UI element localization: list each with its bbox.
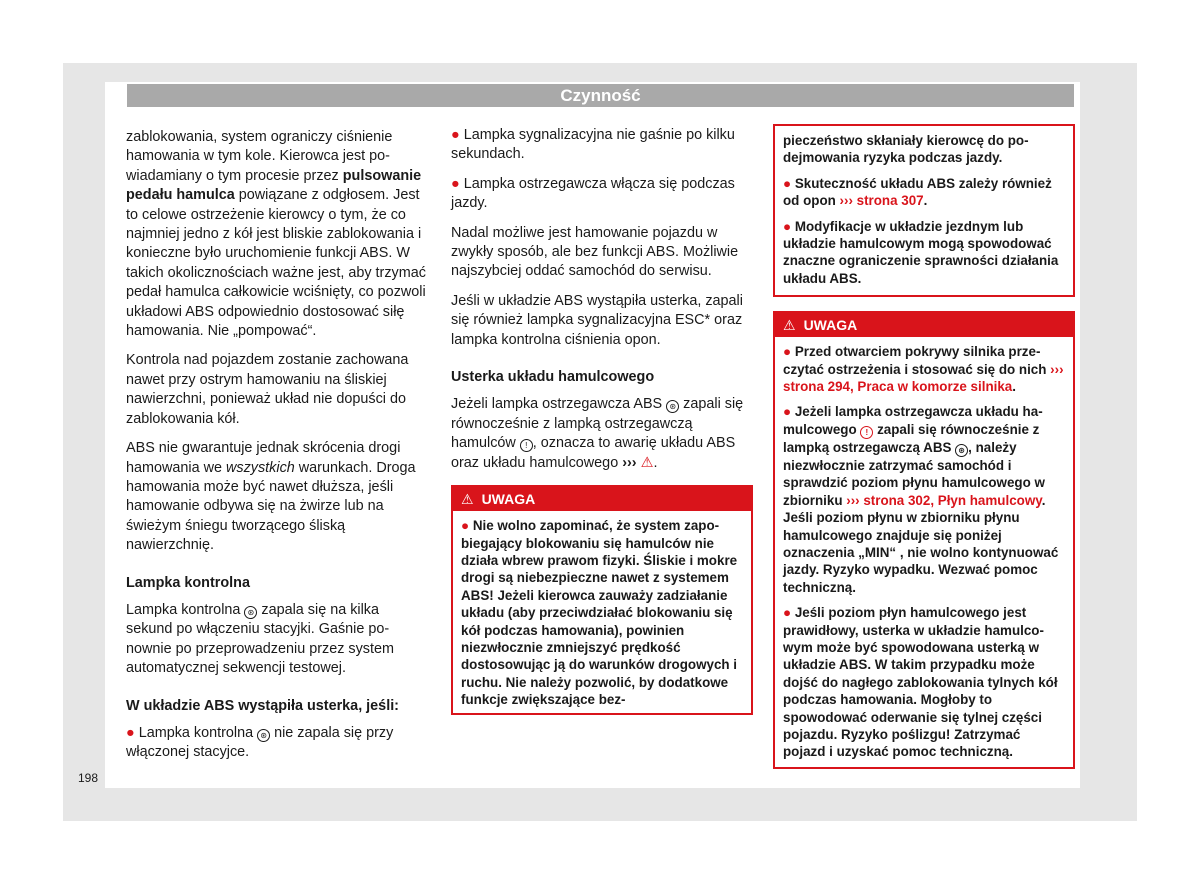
bullet-icon: ● (783, 218, 792, 234)
warning-label: UWAGA (803, 317, 858, 334)
list-item (783, 403, 1065, 596)
bold-text: pulsowanie pedału hamulca (126, 167, 422, 204)
bullet-icon: ● (461, 518, 470, 534)
bullet-icon: ● (783, 344, 792, 360)
text: ABS nie gwarantuje jednak skrócenia drogi hamowania we (126, 440, 401, 476)
paragraph: Jeżeli lampka ostrzegawcza ABS ⊛ zapali się równocześnie z lampką ostrzegawczą hamulców ! , oznacza to awarię układu ABS oraz układu hamulcowego ››› ⚠. (451, 396, 744, 471)
text: warunkach. Droga hamowania może być nawet dłuższa, jeśli hamowanie odbywa się na żwirze lub na świeżym śniegu tworzącego śliską nawierzchnię. (126, 459, 416, 554)
text: , należy niezwłocznie zatrzymać samochód i sprawdzić poziom płynu hamulcowego w zbiorniku (783, 439, 1045, 508)
list-item (783, 343, 1065, 395)
warning-body (775, 337, 1073, 767)
warning-triangle-icon: ⚠ (461, 491, 474, 508)
text: zapala się na kilka sekund po włączeniu stacyjki. Gaśnie ponownie po przeprowadzeniu przez system automatycznej sekwencji testowej. (126, 601, 394, 677)
abs-warning-icon: ⊛ (955, 444, 968, 457)
list-item (783, 604, 1065, 761)
list-item (451, 175, 753, 214)
warning-header (453, 487, 751, 511)
bullet-icon: ● (783, 404, 792, 420)
text: Lampka sygnalizacyjna nie gaśnie po kilku sekundach. (451, 127, 735, 163)
brake-warning-icon: ! (520, 439, 533, 452)
text: Lampka ostrzegawcza włącza się podczas jazdy. (451, 175, 735, 212)
subheading: W układzie ABS wystąpiła usterka, jeśli: (126, 697, 399, 714)
abs-warning-icon: ⊛ (666, 400, 679, 413)
text: . (1012, 379, 1016, 395)
text: . (923, 193, 928, 209)
cross-reference-arrows: ››› (622, 454, 637, 471)
abs-warning-icon: ⊛ (244, 606, 257, 619)
column-2 (451, 126, 753, 715)
page-reference-link[interactable]: ››› strona 294, Praca w komorze silnika (783, 361, 1064, 395)
warning-body (453, 511, 751, 712)
text: Lampka kontrolna (126, 601, 245, 618)
column-1 (126, 128, 428, 773)
bullet-icon: ● (451, 127, 460, 143)
section-header: Czynność (127, 84, 1074, 107)
warning-body (775, 126, 1073, 295)
text: Lampka kontrolna (138, 724, 258, 741)
warning-box (451, 485, 753, 714)
text: Nie wolno zapominać, że system zapobiegający blokowaniu się hamulców nie działa wbrew prawom fizyki. Śliskie i mokre drogi są niebezpieczne nawet z systemem ABS! Jeżeli kierowca zauważy zadziałanie układu (aby przeciwdziałać blokowaniu się kół podczas hamowania), powinien niezwłocznie zmniejszyć prędkość dostosowując ją do warunków drogowych i ruchu. Nie należy pozwolić, by dodatkowe funkcje zwiększające bez- (461, 518, 738, 708)
subheading: Usterka układu hamulcowego (451, 369, 655, 386)
page-number: 198 (78, 771, 99, 785)
warning-box (773, 311, 1075, 769)
text: nie zapala się przy włączonej stacyjce. (126, 724, 394, 761)
text: powiązane z odgłosem. Jest to celowe ostrzeżenie kierowcy o tym, że co najmniej jedno z kół jest bliskie zablokowania i konieczne było uruchomienie funkcji ABS. W takich okolicznościach ważne jest, aby trzymać pedał hamulca całkowicie wciśnięty, co pozwoli układowi ABS odpowiednio dostosować siłę hamowania. Nie „pompować“. (126, 187, 426, 340)
text: Jeżeli lampka ostrzegawcza ABS (451, 396, 667, 413)
list-item (451, 126, 753, 165)
text: Jeśli poziom płyn hamulcowego jest prawidłowy, usterka w układzie hamulcowym może być spowodowana usterką w układzie ABS. W takim przypadku może dojść do nagłego zablokowania tylnych kół podczas hamowania. Mogłoby to spowodować oderwanie się tylnej części pojazdu. Ryzyko poślizgu! Zatrzymać pojazd i uzyskać pomoc techniczną. (783, 605, 1058, 760)
text: . Jeśli poziom płynu w zbiorniku płynu hamulcowego znajduje się poniżej oznaczenia „MIN“ , nie wolno kontynuować jazdy. Ryzyko wypadku. Wezwać pomoc techniczną. (783, 492, 1059, 595)
subheading: Lampka kontrolna (126, 574, 250, 591)
brake-warning-icon: ! (860, 426, 873, 439)
warning-header (775, 313, 1073, 337)
column-3 (773, 124, 1075, 769)
text: Przed otwarciem pokrywy silnika przeczytać ostrzeżenia i stosować się do nich (783, 344, 1051, 377)
bullet-icon: ● (451, 175, 460, 192)
page-reference-link[interactable]: ››› strona 307 (839, 193, 924, 209)
list-item (126, 724, 428, 763)
list-item (461, 517, 743, 708)
text: zablokowania, system ograniczy ciśnienie hamowania w tym kole. Kierowca jest powiadamiany o tym procesie przez (126, 129, 393, 184)
page-reference-link[interactable]: ››› strona 302, Płyn hamulcowy (846, 492, 1042, 508)
text: Jeżeli lampka ostrzegawcza układu hamulcowego (783, 404, 1043, 437)
paragraph (126, 439, 428, 555)
paragraph (126, 601, 428, 679)
paragraph: Nadal możliwe jest hamowanie pojazdu w zwykły sposób, ale bez funkcji ABS. Możliwie najszybciej oddać samochód do serwisu. (451, 224, 739, 280)
abs-warning-icon: ⊛ (257, 729, 270, 742)
text: Skuteczność układu ABS zależy również od opon (783, 175, 1052, 209)
paragraph: Jeśli w układzie ABS wystąpiła usterka, zapali się również lampka sygnalizacyjna ESC* oraz lampka kontrolna ciśnienia opon. (451, 292, 743, 348)
warning-label: UWAGA (481, 491, 536, 508)
list-item (783, 218, 1065, 288)
bullet-icon: ● (126, 724, 135, 741)
bullet-icon: ● (783, 605, 792, 621)
paragraph: Kontrola nad pojazdem zostanie zachowana nawet przy ostrym hamowaniu na śliskiej nawierzchni, ponieważ układ nie dopuści do zablokowania kół. (126, 352, 409, 427)
bullet-icon: ● (783, 175, 792, 191)
text: zapali się równocześnie z lampką ostrzegawczą ABS (783, 421, 1040, 455)
warning-triangle-icon: ⚠ (783, 317, 796, 334)
italic-text: wszystkich (226, 459, 295, 476)
text: , oznacza to awarię układu ABS oraz układu hamulcowego (451, 435, 736, 471)
warning-triangle-icon[interactable]: ⚠ (640, 454, 654, 471)
text: zapali się równocześnie z lampką ostrzegawczą hamulców (451, 396, 744, 452)
paragraph (126, 128, 428, 341)
paragraph: pieczeństwo skłaniały kierowcę do podejmowania ryzyka podczas jazdy. (783, 133, 1029, 166)
list-item (783, 175, 1065, 210)
warning-box-continued (773, 124, 1075, 297)
text: Modyfikacje w układzie jezdnym lub układzie hamulcowym mogą spowodować znaczne ograniczenie sprawności działania układu ABS. (783, 218, 1059, 286)
